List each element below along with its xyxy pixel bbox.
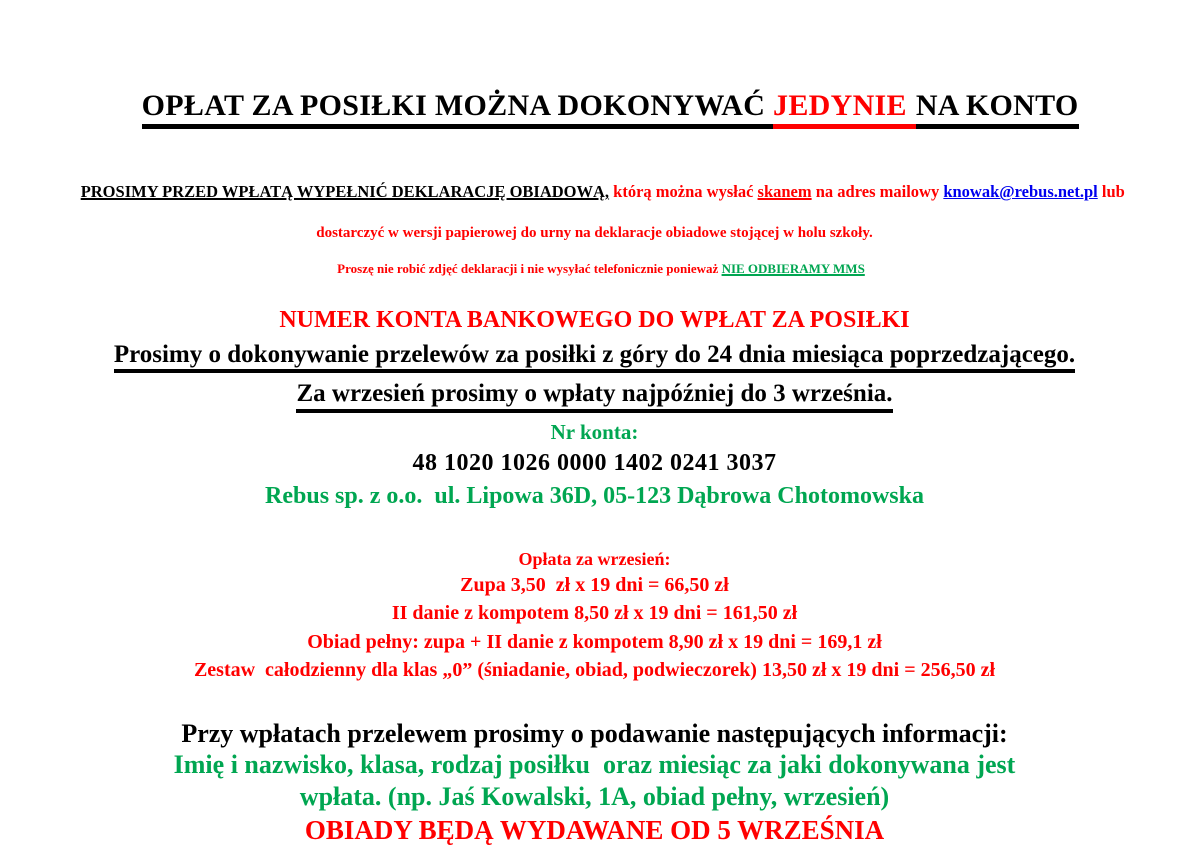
- declaration-paper-option: dostarczyć w wersji papierowej do urny na deklaracje obiadowe stojącej w holu szkoły.: [316, 225, 873, 242]
- pricing-item-full-dinner: Obiad pełny: zupa + II danie z kompotem 8,90 zł x 19 dni = 169,1 zł: [307, 630, 882, 653]
- declaration-mms-note: [0, 245, 1189, 292]
- transfer-info-details-line-1: Imię i nazwisko, klasa, rodzaj posiłku oraz miesiąc za jaki dokonywana jest: [173, 749, 1016, 779]
- declaration-send-text-2: na adres mailowy: [811, 182, 944, 202]
- mms-note-red-part: Proszę nie robić zdjęć deklaracji i nie wysyłać telefonicznie ponieważ: [337, 261, 722, 276]
- declaration-send-text-1: którą można wysłać: [609, 182, 758, 202]
- transfer-info-details-line-2: wpłata. (np. Jaś Kowalski, 1A, obiad pełny, wrzesień): [299, 781, 890, 811]
- payment-rule-2: [0, 380, 1189, 413]
- account-number-label: Nr konta:: [550, 419, 639, 444]
- payment-rule-1-text: Prosimy o dokonywanie przelewów za posiłki z góry do 24 dnia miesiąca poprzedzającego.: [114, 341, 1075, 374]
- page-title: [0, 54, 1189, 158]
- email-link[interactable]: knowak@rebus.net.pl: [943, 182, 1098, 202]
- company-address: Rebus sp. z o.o. ul. Lipowa 36D, 05-123 Dąbrowa Chotomowska: [265, 483, 924, 510]
- declaration-or-text: lub: [1097, 182, 1125, 202]
- pricing-item-full-day-set: Zestaw całodzienny dla klas „0” (śniadanie, obiad, podwieczorek) 13,50 zł x 19 dni = 256,50 zł: [193, 659, 996, 682]
- pricing-item-main-course: II danie z kompotem 8,50 zł x 19 dni = 161,50 zł: [391, 602, 798, 625]
- account-section-heading: NUMER KONTA BANKOWEGO DO WPŁAT ZA POSIŁKI: [279, 307, 910, 334]
- payment-rule-1: [0, 341, 1189, 374]
- pricing-item-soup: Zupa 3,50 zł x 19 dni = 66,50 zł: [460, 574, 729, 597]
- transfer-info-heading: Przy wpłatach przelewem prosimy o podawanie następujących informacji:: [181, 718, 1008, 748]
- account-number: 48 1020 1026 0000 1402 0241 3037: [412, 449, 777, 476]
- title-highlight-jedynie: JEDYNIE: [773, 89, 916, 129]
- title-part-1: OPŁAT ZA POSIŁKI MOŻNA DOKONYWAĆ: [142, 89, 773, 129]
- pricing-section: [0, 549, 1189, 684]
- meals-start-notice: OBIADY BĘDĄ WYDAWANE OD 5 WRZEŚNIA: [304, 815, 885, 846]
- declaration-scan-word: skanem: [757, 182, 812, 202]
- declaration-requirement: PROSIMY PRZED WPŁATĄ WYPEŁNIĆ DEKLARACJĘ OBIADOWĄ,: [80, 182, 610, 202]
- transfer-info-section: [0, 718, 1189, 848]
- title-part-2: NA KONTO: [916, 89, 1079, 129]
- mms-note-green-part: NIE ODBIERAMY MMS: [721, 261, 865, 276]
- declaration-instruction-line: [0, 165, 1189, 222]
- payment-rule-2-text: Za wrzesień prosimy o wpłaty najpóźniej do 3 września.: [296, 380, 892, 413]
- pricing-heading: Opłata za wrzesień:: [518, 549, 671, 570]
